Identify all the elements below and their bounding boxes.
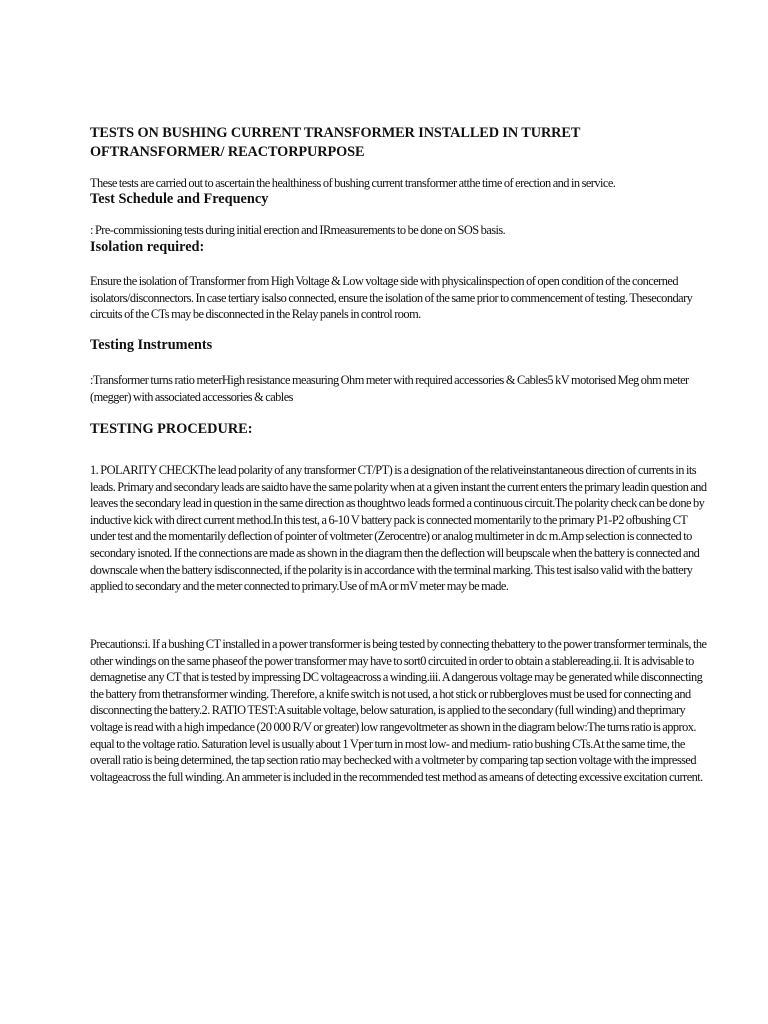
polarity-check-paragraph: 1. POLARITY CHECKThe lead polarity of any transformer CT/PT) is a designation of the relativeinstantaneous direction of currents in its leads. Primary and secondary leads are saidto have the same polarity when at a given instant the current enters the primary leadin question and leaves the secondary lead in question in the same direction as thoughtwo leads formed a continuous circuit.The polarity check can be done by inductive kick with direct current method.In this test, a 6-10 V battery pack is connected momentarily to the primary P1-P2 ofbushing CT under test and the momentarily deflection of pointer of voltmeter (Zerocentre) or analog multimeter in dc m.Amp selection is connected to secondary isnoted. If the connections are made as shown in the diagram then the deflection will beupscale when the battery is connected and downscale when the battery isdisconnected, if the polarity is in accordance with the terminal marking. This test isalso valid with the battery applied to secondary and the meter connected to primary.Use of mA or mV meter may be made.	[90, 463, 707, 594]
precautions-paragraph: Precautions:i. If a bushing CT installed in a power transformer is being tested by connecting thebattery to the power transformer terminals, the other windings on the same phaseof the power transformer may have to sort0 circuited in order to obtain a stablereading.ii. It is advisable to demagnetise any CT that is tested by impressing DC voltageacross a winding.iii. A dangerous voltage may be generated while disconnecting the battery from thetransformer winding. Therefore, a knife switch is not used, a hot stick or rubbergloves must be used for connecting and disconnecting the battery.2. RATIO TEST:A suitable voltage, below saturation, is applied to the secondary (full winding) and theprimary voltage is read with a high impedance (20 000 R/V or greater) low rangevoltmeter as shown in the diagram below:The turns ratio is approx. equal to the voltage ratio. Saturation level is usually about 1 Vper turn in most low- and medium- ratio bushing CTs.At the same time, the overall ratio is being determined, the tap section ratio may bechecked with a voltmeter by comparing tap section voltage with the impressed voltageacross the full winding. An ammeter is included in the recommended test method as ameans of detecting excessive excitation current.	[90, 637, 707, 784]
testing-instruments-paragraph: :Transformer turns ratio meterHigh resistance measuring Ohm meter with required accessories & Cables5 kV motorised Meg ohm meter (megger) with associated accessories & cables	[90, 373, 689, 404]
testing-instruments-heading: Testing Instruments	[90, 337, 213, 353]
document-title: TESTS ON BUSHING CURRENT TRANSFORMER INSTALLED IN TURRET OFTRANSFORMER/ REACTORPURPOSE	[90, 125, 581, 160]
test-schedule-paragraph: : Pre-commissioning tests during initial erection and IRmeasurements to be done on SOS basis.	[90, 223, 506, 237]
test-schedule-heading: Test Schedule and Frequency	[90, 191, 269, 207]
intro-paragraph: These tests are carried out to ascertain the healthiness of bushing current transformer atthe time of erection and in service.	[90, 176, 616, 190]
isolation-paragraph: Ensure the isolation of Transformer from High Voltage & Low voltage side with physicalinspection of open condition of the concerned isolators/disconnectors. In case tertiary isalso connected, ensure the isolation of the same prior to commencement of testing. Thesecondary circuits of the CTs may be disconnected in the Relay panels in control room.	[90, 274, 693, 322]
testing-procedure-heading: TESTING PROCEDURE:	[90, 421, 253, 437]
isolation-heading: Isolation required:	[90, 239, 205, 255]
